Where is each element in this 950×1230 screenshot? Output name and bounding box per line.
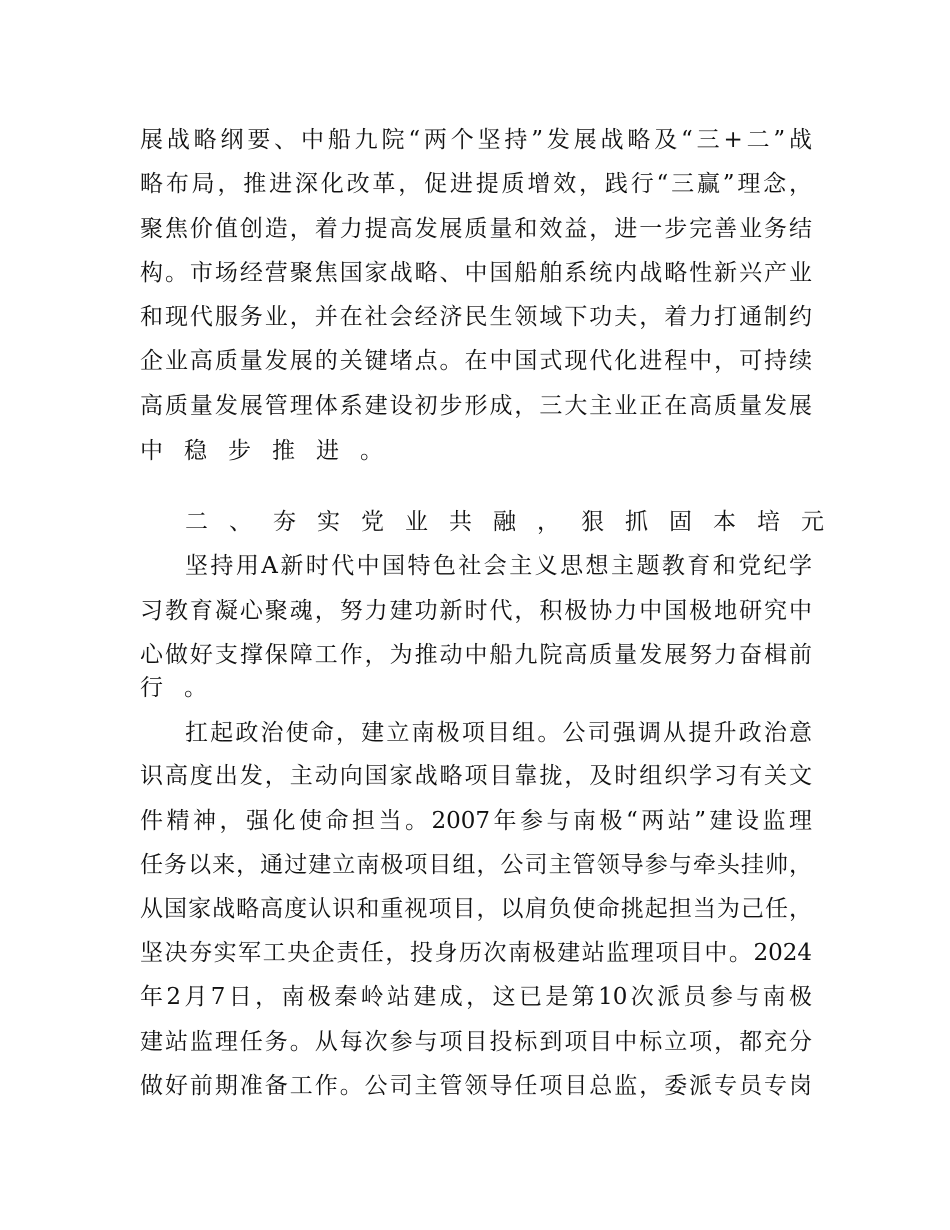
section-heading: 二、夯实党业共融，狠抓固本培元 (185, 509, 845, 535)
text-line: 坚持用A新时代中国特色社会主义思想主题教育和党纪学 (185, 553, 812, 579)
text-line: 展战略纲要、中船九院“两个坚持”发展战略及“三+二”战 (140, 127, 812, 153)
text-line: 从国家战略高度认识和重视项目，以肩负使命挑起担当为己任， (140, 896, 812, 922)
text-line: 聚焦价值创造，着力提高发展质量和效益，进一步完善业务结 (140, 216, 812, 242)
text-line: 略布局，推进深化改革，促进提质增效，践行“三赢”理念， (140, 171, 812, 197)
text-line: 年2月7日，南极秦岭站建成，这已是第10次派员参与南极 (140, 984, 812, 1010)
text-line: 件精神，强化使命担当。2007年参与南极“两站”建设监理 (140, 808, 812, 834)
text-line: 坚决夯实军工央企责任，投身历次南极建站监理项目中。2024 (140, 940, 812, 966)
text-line: 做好前期准备工作。公司主管领导任项目总监，委派专员专岗 (140, 1073, 812, 1099)
text-line: 行。 (140, 675, 228, 701)
text-line: 建站监理任务。从每次参与项目投标到项目中标立项，都充分 (140, 1029, 812, 1055)
text-line: 习教育凝心聚魂，努力建功新时代，积极协力中国极地研究中 (140, 598, 812, 624)
text-line: 扛起政治使命，建立南极项目组。公司强调从提升政治意 (185, 720, 812, 746)
text-line: 和现代服务业，并在社会经济民生领域下功夫，着力打通制约 (140, 304, 812, 330)
text-line: 构。市场经营聚焦国家战略、中国船舶系统内战略性新兴产业 (140, 260, 812, 286)
text-line: 企业高质量发展的关键堵点。在中国式现代化进程中，可持续 (140, 348, 812, 374)
text-line: 识高度出发，主动向国家战略项目靠拢，及时组织学习有关文 (140, 763, 812, 789)
text-line: 任务以来，通过建立南极项目组，公司主管领导参与牵头挂帅， (140, 852, 812, 878)
text-line: 中稳步推进。 (140, 438, 404, 464)
text-line: 心做好支撑保障工作，为推动中船九院高质量发展努力奋楫前 (140, 642, 812, 668)
text-line: 高质量发展管理体系建设初步形成，三大主业正在高质量发展 (140, 393, 812, 419)
